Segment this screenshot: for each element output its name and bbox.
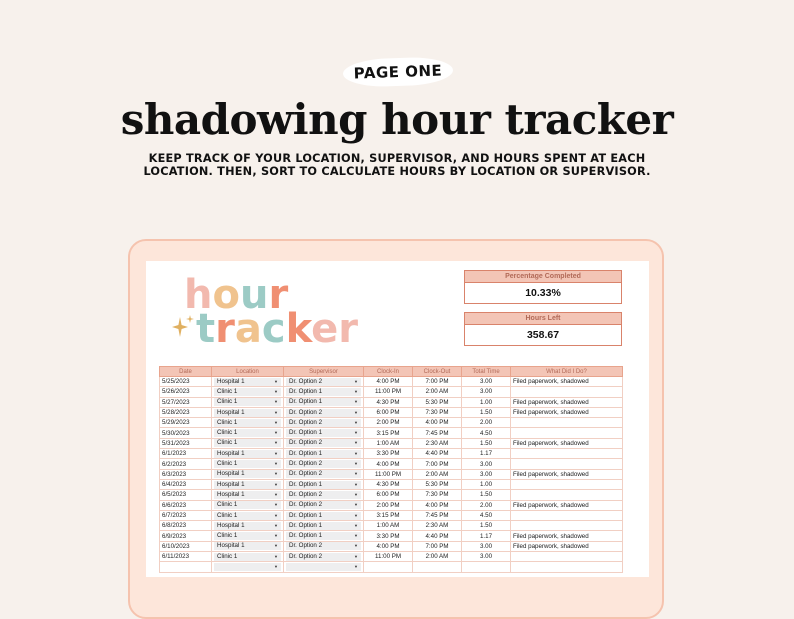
column-header-clock-in[interactable]: Clock-In [364,367,413,377]
chevron-down-icon[interactable]: ▼ [354,471,358,477]
clock-out-cell[interactable] [413,562,462,572]
supervisor-dropdown-control[interactable] [286,470,361,478]
location-dropdown[interactable] [212,541,284,551]
supervisor-dropdown[interactable] [284,541,364,551]
supervisor-dropdown[interactable] [284,428,364,438]
supervisor-dropdown[interactable] [284,479,364,489]
clock-in-cell[interactable]: 3:30 PM [364,531,413,541]
location-dropdown-value: Clinic 1 [217,398,238,406]
clock-out-cell[interactable]: 4:40 PM [413,449,462,459]
chevron-down-icon[interactable]: ▼ [354,543,358,549]
location-dropdown-value: Clinic 1 [217,532,238,540]
supervisor-dropdown-value: Dr. Option 2 [289,470,323,478]
page-title: shadowing hour tracker [120,95,674,144]
total-time-cell[interactable]: 4.50 [462,510,511,520]
table-row [160,510,623,520]
supervisor-dropdown[interactable] [284,562,364,572]
chevron-down-icon[interactable]: ▼ [354,481,358,487]
table-row [160,377,623,387]
date-cell[interactable]: 6/4/2023 [160,479,212,489]
chevron-down-icon[interactable]: ▼ [354,553,358,559]
clock-out-cell[interactable]: 2:00 AM [413,469,462,479]
notes-cell[interactable]: Filed paperwork, shadowed [511,531,623,541]
clock-in-cell[interactable]: 11:00 PM [364,469,413,479]
clock-in-cell[interactable]: 1:00 AM [364,438,413,448]
location-dropdown-value: Hospital 1 [217,377,245,385]
hours-left-value: 358.67 [526,329,560,341]
logo-letter: c [261,306,286,352]
clock-in-cell[interactable]: 11:00 PM [364,552,413,562]
clock-out-cell[interactable]: 7:00 PM [413,377,462,387]
subtitle [0,152,794,178]
supervisor-dropdown[interactable] [284,510,364,520]
supervisor-dropdown-control[interactable] [286,563,361,571]
table-row [160,479,623,489]
chevron-down-icon[interactable]: ▼ [274,543,278,549]
location-dropdown[interactable] [212,469,284,479]
location-dropdown-control[interactable] [214,470,281,478]
date-cell[interactable]: 5/29/2023 [160,418,212,428]
supervisor-dropdown-control[interactable] [286,409,361,417]
location-dropdown-value: Hospital 1 [217,490,245,498]
total-time-cell[interactable]: 1.50 [462,438,511,448]
location-dropdown-value: Clinic 1 [217,429,238,437]
supervisor-dropdown-control[interactable] [286,450,361,458]
column-header-total-time[interactable]: Total Time [462,367,511,377]
notes-cell[interactable]: Filed paperwork, shadowed [511,500,623,510]
hours-table [159,366,623,573]
chevron-down-icon[interactable]: ▼ [274,502,278,508]
logo-letter: r [338,306,358,352]
supervisor-dropdown-value: Dr. Option 1 [289,387,323,395]
logo-letter: r [215,306,235,352]
location-dropdown[interactable] [212,449,284,459]
chevron-down-icon[interactable]: ▼ [274,450,278,456]
table-body [160,377,623,573]
notes-cell[interactable] [511,562,623,572]
supervisor-dropdown-value: Dr. Option 1 [289,532,323,540]
chevron-down-icon[interactable]: ▼ [354,512,358,518]
clock-out-cell[interactable]: 5:30 PM [413,479,462,489]
notes-cell[interactable] [511,387,623,397]
column-header-supervisor[interactable]: Supervisor [284,367,364,377]
clock-in-cell[interactable]: 3:30 PM [364,449,413,459]
total-time-cell[interactable]: 1.17 [462,531,511,541]
location-dropdown-control[interactable] [214,563,281,571]
location-dropdown[interactable] [212,418,284,428]
table-row [160,552,623,562]
chevron-down-icon[interactable]: ▼ [354,399,358,405]
total-time-cell[interactable]: 3.00 [462,469,511,479]
chevron-down-icon[interactable]: ▼ [274,430,278,436]
date-cell[interactable]: 5/25/2023 [160,377,212,387]
location-dropdown[interactable] [212,397,284,407]
date-cell[interactable] [160,562,212,572]
hours-left-box [464,312,622,346]
supervisor-dropdown-value: Dr. Option 2 [289,542,323,550]
table-row [160,541,623,551]
location-dropdown-control[interactable] [214,409,281,417]
chevron-down-icon[interactable]: ▼ [274,409,278,415]
date-cell[interactable]: 5/30/2023 [160,428,212,438]
date-cell[interactable]: 5/28/2023 [160,407,212,417]
location-dropdown-control[interactable] [214,553,281,561]
logo-letter: h [184,272,213,318]
notes-cell[interactable]: Filed paperwork, shadowed [511,438,623,448]
logo-letter: a [234,306,262,352]
supervisor-dropdown-control[interactable] [286,522,361,530]
total-time-cell[interactable]: 3.00 [462,387,511,397]
chevron-down-icon[interactable]: ▼ [354,419,358,425]
location-dropdown-control[interactable] [214,439,281,447]
location-dropdown-control[interactable] [214,419,281,427]
logo-letter: e [311,306,339,352]
total-time-cell[interactable]: 3.00 [462,377,511,387]
supervisor-dropdown[interactable] [284,459,364,469]
chevron-down-icon[interactable]: ▼ [274,533,278,539]
clock-in-cell[interactable]: 4:30 PM [364,397,413,407]
chevron-down-icon[interactable]: ▼ [354,388,358,394]
chevron-down-icon[interactable]: ▼ [274,440,278,446]
supervisor-dropdown-control[interactable] [286,398,361,406]
location-dropdown-value: Hospital 1 [217,542,245,550]
logo-letter: k [285,306,312,352]
supervisor-dropdown-control[interactable] [286,512,361,520]
clock-in-cell[interactable]: 4:00 PM [364,377,413,387]
location-dropdown-value: Clinic 1 [217,387,238,395]
clock-out-cell[interactable]: 4:00 PM [413,500,462,510]
chevron-down-icon[interactable]: ▼ [354,440,358,446]
notes-cell[interactable] [511,459,623,469]
notes-cell[interactable]: Filed paperwork, shadowed [511,377,623,387]
location-dropdown[interactable] [212,459,284,469]
location-dropdown-value: Clinic 1 [217,511,238,519]
supervisor-dropdown-control[interactable] [286,542,361,550]
supervisor-dropdown-control[interactable] [286,378,361,386]
notes-cell[interactable] [511,449,623,459]
chevron-down-icon[interactable]: ▼ [354,378,358,384]
date-cell[interactable]: 6/8/2023 [160,521,212,531]
clock-out-cell[interactable]: 2:30 AM [413,438,462,448]
subtitle-line-1: KEEP TRACK OF YOUR LOCATION, SUPERVISOR, AND HOURS SPENT AT EACH [148,152,646,165]
date-cell[interactable]: 5/31/2023 [160,438,212,448]
total-time-cell[interactable]: 3.00 [462,541,511,551]
location-dropdown-control[interactable] [214,398,281,406]
clock-in-cell[interactable]: 6:00 PM [364,490,413,500]
supervisor-dropdown-control[interactable] [286,553,361,561]
supervisor-dropdown-control[interactable] [286,501,361,509]
supervisor-dropdown-value: Dr. Option 2 [289,460,323,468]
supervisor-dropdown-control[interactable] [286,439,361,447]
supervisor-dropdown-value: Dr. Option 2 [289,418,323,426]
location-dropdown-value: Clinic 1 [217,501,238,509]
spreadsheet-screen [146,261,649,577]
notes-cell[interactable] [511,552,623,562]
percentage-completed-value: 10.33% [525,287,561,299]
percentage-completed-box [464,270,622,304]
clock-in-cell[interactable]: 4:00 PM [364,459,413,469]
location-dropdown[interactable] [212,377,284,387]
notes-cell[interactable] [511,510,623,520]
chevron-down-icon[interactable]: ▼ [354,430,358,436]
chevron-down-icon[interactable]: ▼ [274,512,278,518]
supervisor-dropdown[interactable] [284,531,364,541]
total-time-cell[interactable]: 1.50 [462,407,511,417]
clock-in-cell[interactable]: 11:00 PM [364,387,413,397]
notes-cell[interactable] [511,521,623,531]
total-time-cell[interactable]: 4.50 [462,428,511,438]
location-dropdown-control[interactable] [214,491,281,499]
table-row [160,418,623,428]
supervisor-dropdown[interactable] [284,407,364,417]
notes-cell[interactable] [511,428,623,438]
supervisor-dropdown-value: Dr. Option 2 [289,552,323,560]
total-time-cell[interactable] [462,562,511,572]
chevron-down-icon[interactable]: ▼ [354,491,358,497]
location-dropdown-value: Clinic 1 [217,460,238,468]
supervisor-dropdown[interactable] [284,490,364,500]
logo-letter: u [239,272,269,318]
location-dropdown-control[interactable] [214,532,281,540]
location-dropdown-value: Hospital 1 [217,480,245,488]
chevron-down-icon[interactable]: ▼ [354,461,358,467]
clock-in-cell[interactable]: 2:00 PM [364,418,413,428]
supervisor-dropdown[interactable] [284,387,364,397]
chevron-down-icon[interactable]: ▼ [274,399,278,405]
chevron-down-icon[interactable]: ▼ [274,481,278,487]
date-cell[interactable]: 6/9/2023 [160,531,212,541]
location-dropdown-control[interactable] [214,460,281,468]
chevron-down-icon[interactable]: ▼ [354,563,358,569]
total-time-cell[interactable]: 1.50 [462,521,511,531]
supervisor-dropdown-value: Dr. Option 1 [289,449,323,457]
supervisor-dropdown-control[interactable] [286,481,361,489]
table-row [160,449,623,459]
clock-out-cell[interactable]: 7:00 PM [413,541,462,551]
table-row [160,397,623,407]
table-row [160,428,623,438]
notes-cell[interactable] [511,479,623,489]
total-time-cell[interactable]: 1.50 [462,490,511,500]
chevron-down-icon[interactable]: ▼ [274,461,278,467]
date-cell[interactable]: 6/10/2023 [160,541,212,551]
total-time-cell[interactable]: 3.00 [462,459,511,469]
supervisor-dropdown[interactable] [284,449,364,459]
chevron-down-icon[interactable]: ▼ [354,409,358,415]
table-row [160,438,623,448]
subtitle-line-2: LOCATION. THEN, SORT TO CALCULATE HOURS BY LOCATION OR SUPERVISOR. [143,165,651,178]
clock-out-cell[interactable]: 5:30 PM [413,397,462,407]
percentage-completed-label: Percentage Completed [465,271,621,283]
supervisor-dropdown-control[interactable] [286,491,361,499]
supervisor-dropdown-control[interactable] [286,419,361,427]
supervisor-dropdown[interactable] [284,469,364,479]
date-cell[interactable]: 6/11/2023 [160,552,212,562]
clock-in-cell[interactable]: 4:30 PM [364,479,413,489]
supervisor-dropdown-value: Dr. Option 2 [289,408,323,416]
total-time-cell[interactable]: 3.00 [462,552,511,562]
chevron-down-icon[interactable]: ▼ [274,388,278,394]
date-cell[interactable]: 6/5/2023 [160,490,212,500]
location-dropdown-control[interactable] [214,481,281,489]
clock-in-cell[interactable]: 4:00 PM [364,541,413,551]
logo-letter: t [196,306,216,352]
clock-in-cell[interactable]: 6:00 PM [364,407,413,417]
location-dropdown-value: Clinic 1 [217,552,238,560]
clock-out-cell[interactable]: 7:30 PM [413,490,462,500]
supervisor-dropdown-value: Dr. Option 1 [289,429,323,437]
total-time-cell[interactable]: 1.17 [462,449,511,459]
total-time-cell[interactable]: 1.00 [462,479,511,489]
clock-out-cell[interactable]: 7:00 PM [413,459,462,469]
location-dropdown-control[interactable] [214,429,281,437]
location-dropdown-control[interactable] [214,450,281,458]
supervisor-dropdown-control[interactable] [286,532,361,540]
supervisor-dropdown[interactable] [284,377,364,387]
logo-letter: o [212,272,240,318]
table-row [160,469,623,479]
location-dropdown-control[interactable] [214,512,281,520]
column-header-what-did-i-do[interactable]: What Did I Do? [511,367,623,377]
date-cell[interactable]: 5/27/2023 [160,397,212,407]
notes-cell[interactable] [511,490,623,500]
supervisor-dropdown-control[interactable] [286,429,361,437]
location-dropdown[interactable] [212,490,284,500]
notes-cell[interactable]: Filed paperwork, shadowed [511,397,623,407]
notes-cell[interactable] [511,418,623,428]
clock-out-cell[interactable]: 2:00 AM [413,387,462,397]
table-row [160,490,623,500]
date-cell[interactable]: 6/6/2023 [160,500,212,510]
date-cell[interactable]: 6/2/2023 [160,459,212,469]
supervisor-dropdown-value: Dr. Option 2 [289,439,323,447]
location-dropdown-value: Hospital 1 [217,449,245,457]
supervisor-dropdown-control[interactable] [286,388,361,396]
clock-in-cell[interactable]: 1:00 AM [364,521,413,531]
total-time-cell[interactable]: 1.00 [462,397,511,407]
column-header-date[interactable]: Date [160,367,212,377]
location-dropdown-value: Hospital 1 [217,470,245,478]
supervisor-dropdown-value: Dr. Option 2 [289,377,323,385]
location-dropdown-control[interactable] [214,378,281,386]
location-dropdown[interactable] [212,510,284,520]
clock-in-cell[interactable]: 3:15 PM [364,510,413,520]
chevron-down-icon[interactable]: ▼ [274,522,278,528]
supervisor-dropdown-control[interactable] [286,460,361,468]
location-dropdown-value: Hospital 1 [217,521,245,529]
clock-out-cell[interactable]: 7:45 PM [413,428,462,438]
chevron-down-icon[interactable]: ▼ [274,471,278,477]
location-dropdown[interactable] [212,500,284,510]
chevron-down-icon[interactable]: ▼ [274,378,278,384]
location-dropdown[interactable] [212,438,284,448]
table-row [160,407,623,417]
total-time-cell[interactable]: 2.00 [462,500,511,510]
location-dropdown[interactable] [212,387,284,397]
location-dropdown[interactable] [212,552,284,562]
chevron-down-icon[interactable]: ▼ [274,553,278,559]
logo-letter: r [268,272,289,318]
supervisor-dropdown-value: Dr. Option 2 [289,501,323,509]
supervisor-dropdown[interactable] [284,552,364,562]
notes-cell[interactable]: Filed paperwork, shadowed [511,407,623,417]
location-dropdown[interactable] [212,531,284,541]
location-dropdown[interactable] [212,407,284,417]
date-cell[interactable]: 5/26/2023 [160,387,212,397]
location-dropdown-value: Clinic 1 [217,439,238,447]
table-row [160,521,623,531]
table-header-row [160,367,623,377]
supervisor-dropdown-value: Dr. Option 2 [289,490,323,498]
supervisor-dropdown-value: Dr. Option 1 [289,521,323,529]
location-dropdown-value: Hospital 1 [217,408,245,416]
clock-out-cell[interactable]: 2:30 AM [413,521,462,531]
clock-out-cell[interactable]: 4:00 PM [413,418,462,428]
location-dropdown-control[interactable] [214,522,281,530]
chevron-down-icon[interactable]: ▼ [274,419,278,425]
column-header-location[interactable]: Location [212,367,284,377]
hours-left-label: Hours Left [465,313,621,325]
date-cell[interactable]: 6/1/2023 [160,449,212,459]
page-one-badge: PAGE ONE [343,56,454,88]
location-dropdown-value: Clinic 1 [217,418,238,426]
clock-in-cell[interactable]: 3:15 PM [364,428,413,438]
supervisor-dropdown[interactable] [284,418,364,428]
table-row [160,387,623,397]
clock-out-cell[interactable]: 4:40 PM [413,531,462,541]
supervisor-dropdown[interactable] [284,397,364,407]
chevron-down-icon[interactable]: ▼ [354,533,358,539]
supervisor-dropdown-value: Dr. Option 1 [289,511,323,519]
location-dropdown-control[interactable] [214,501,281,509]
chevron-down-icon[interactable]: ▼ [274,491,278,497]
supervisor-dropdown[interactable] [284,438,364,448]
notes-cell[interactable]: Filed paperwork, shadowed [511,469,623,479]
supervisor-dropdown-value: Dr. Option 1 [289,480,323,488]
chevron-down-icon[interactable]: ▼ [354,502,358,508]
location-dropdown-control[interactable] [214,388,281,396]
supervisor-dropdown-value: Dr. Option 1 [289,398,323,406]
logo-word-tracker [196,306,358,352]
clock-in-cell[interactable] [364,562,413,572]
column-header-clock-out[interactable]: Clock-Out [413,367,462,377]
location-dropdown[interactable] [212,479,284,489]
table-row [160,562,623,572]
date-cell[interactable]: 6/3/2023 [160,469,212,479]
location-dropdown[interactable] [212,562,284,572]
clock-out-cell[interactable]: 2:00 AM [413,552,462,562]
location-dropdown[interactable] [212,521,284,531]
table-row [160,459,623,469]
date-cell[interactable]: 6/7/2023 [160,510,212,520]
location-dropdown-control[interactable] [214,542,281,550]
notes-cell[interactable]: Filed paperwork, shadowed [511,541,623,551]
chevron-down-icon[interactable]: ▼ [354,450,358,456]
clock-out-cell[interactable]: 7:45 PM [413,510,462,520]
supervisor-dropdown[interactable] [284,500,364,510]
supervisor-dropdown[interactable] [284,521,364,531]
clock-out-cell[interactable]: 7:30 PM [413,407,462,417]
chevron-down-icon[interactable]: ▼ [274,563,278,569]
chevron-down-icon[interactable]: ▼ [354,522,358,528]
table-row [160,500,623,510]
location-dropdown[interactable] [212,428,284,438]
total-time-cell[interactable]: 2.00 [462,418,511,428]
clock-in-cell[interactable]: 2:00 PM [364,500,413,510]
table-row [160,531,623,541]
